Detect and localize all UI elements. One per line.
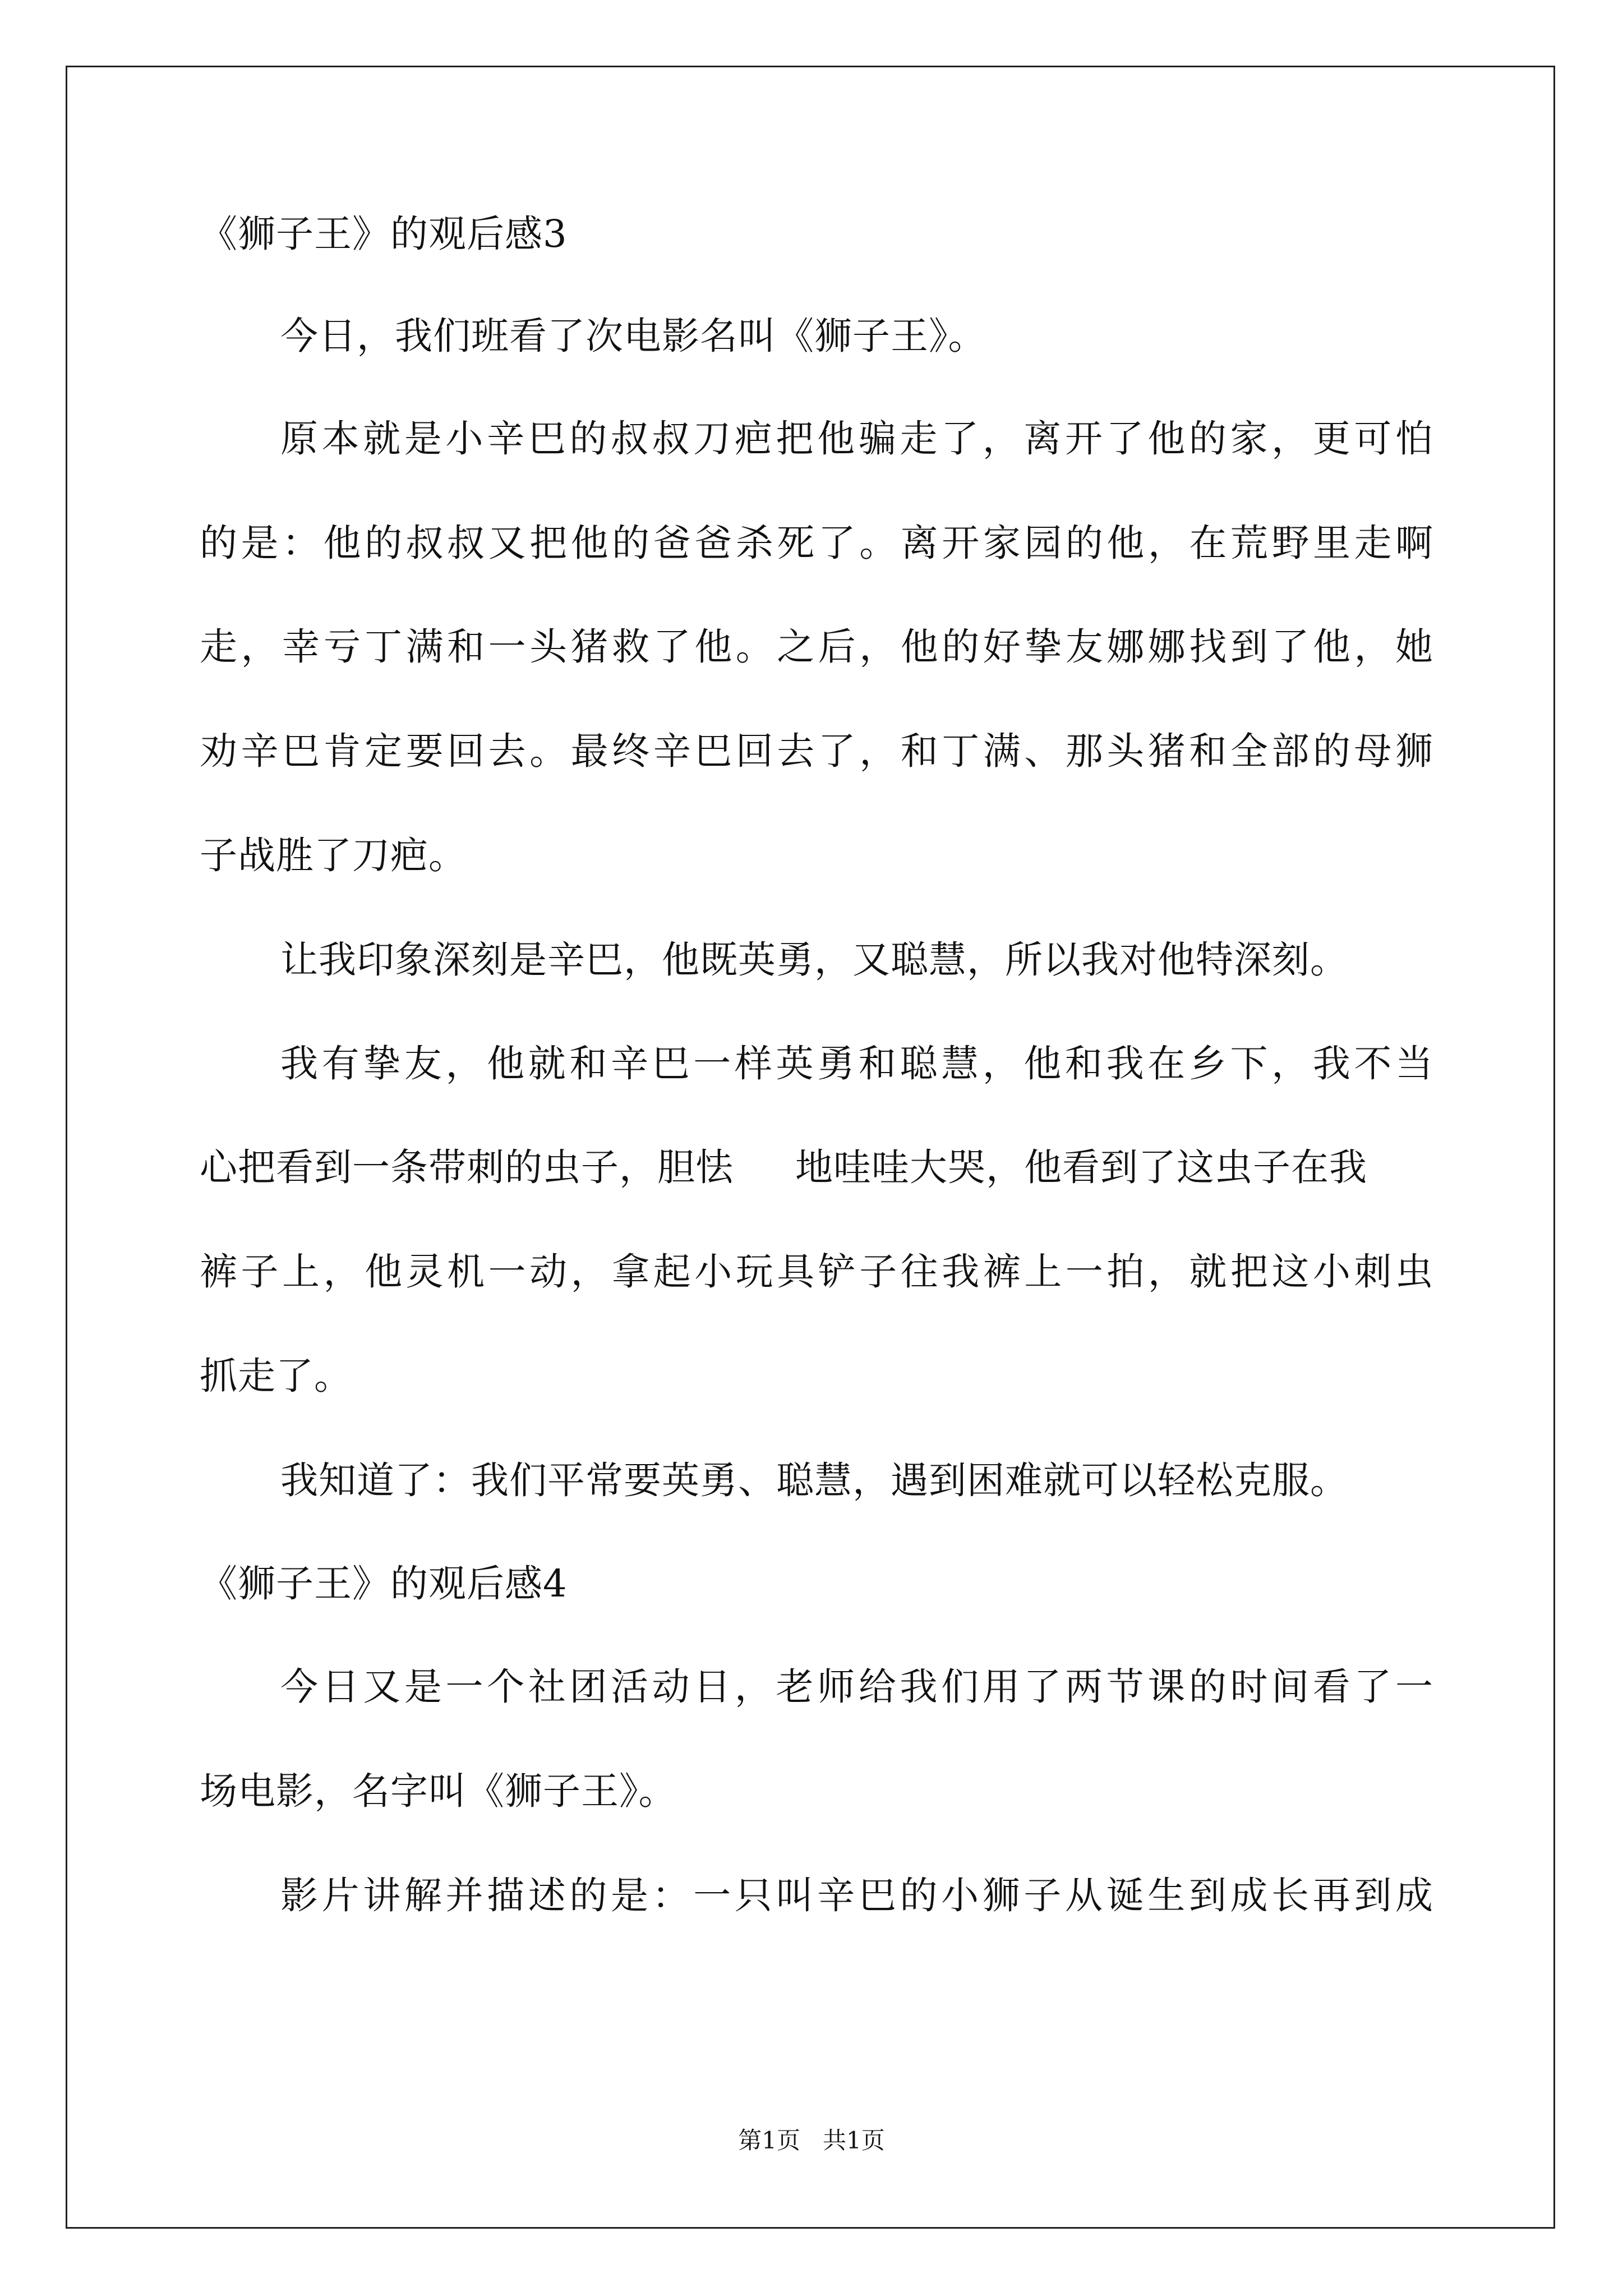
paragraph-line: 影片讲解并描述的是：一只叫辛巴的小狮子从诞生到成长再到成 (280, 1874, 1433, 1917)
paragraph-line: 抓走了。 (200, 1354, 352, 1398)
page-total: 共1页 (823, 2127, 885, 2154)
section-title: 《狮子王》的观后感3 (200, 212, 568, 256)
page-footer (0, 2129, 1623, 2152)
paragraph-line: 让我印象深刻是辛巴，他既英勇，又聪慧，所以我对他特深刻。 (280, 938, 1348, 982)
paragraph-line: 裤子上，他灵机一动，拿起小玩具铲子往我裤上一拍，就把这小刺虫 (200, 1250, 1433, 1294)
paragraph-line: 今日，我们班看了次电影名叫《狮子王》。 (280, 314, 986, 358)
paragraph-line: 走，幸亏丁满和一头猪救了他。之后，他的好挚友娜娜找到了他，她 (200, 625, 1433, 669)
paragraph-line: 劝辛巴肯定要回去。最终辛巴回去了，和丁满、那头猪和全部的母狮 (200, 729, 1433, 773)
paragraph-line: 的是：他的叔叔又把他的爸爸杀死了。离开家园的他，在荒野里走啊 (200, 521, 1433, 565)
page-number: 第1页 (738, 2127, 800, 2154)
paragraph-line: 子战胜了刀疤。 (200, 834, 467, 877)
paragraph-line (200, 1145, 1433, 1189)
paragraph-line: 原本就是小辛巴的叔叔刀疤把他骗走了，离开了他的家，更可怕 (280, 417, 1433, 461)
section-title: 《狮子王》的观后感4 (200, 1562, 568, 1605)
paragraph-line: 我知道了：我们平常要英勇、聪慧，遇到困难就可以轻松克服。 (280, 1458, 1348, 1502)
paragraph-line: 今日又是一个社团活动日，老师给我们用了两节课的时间看了一 (280, 1665, 1433, 1709)
paragraph-line-part: 地哇哇大哭，他看到了这虫子在我 (795, 1145, 1367, 1189)
paragraph-line: 我有挚友，他就和辛巴一样英勇和聪慧，他和我在乡下，我不当 (280, 1042, 1433, 1085)
paragraph-line: 场电影，名字叫《狮子王》。 (200, 1769, 677, 1813)
paragraph-line-part: 心把看到一条带刺的虫子，胆怯 (200, 1145, 734, 1189)
